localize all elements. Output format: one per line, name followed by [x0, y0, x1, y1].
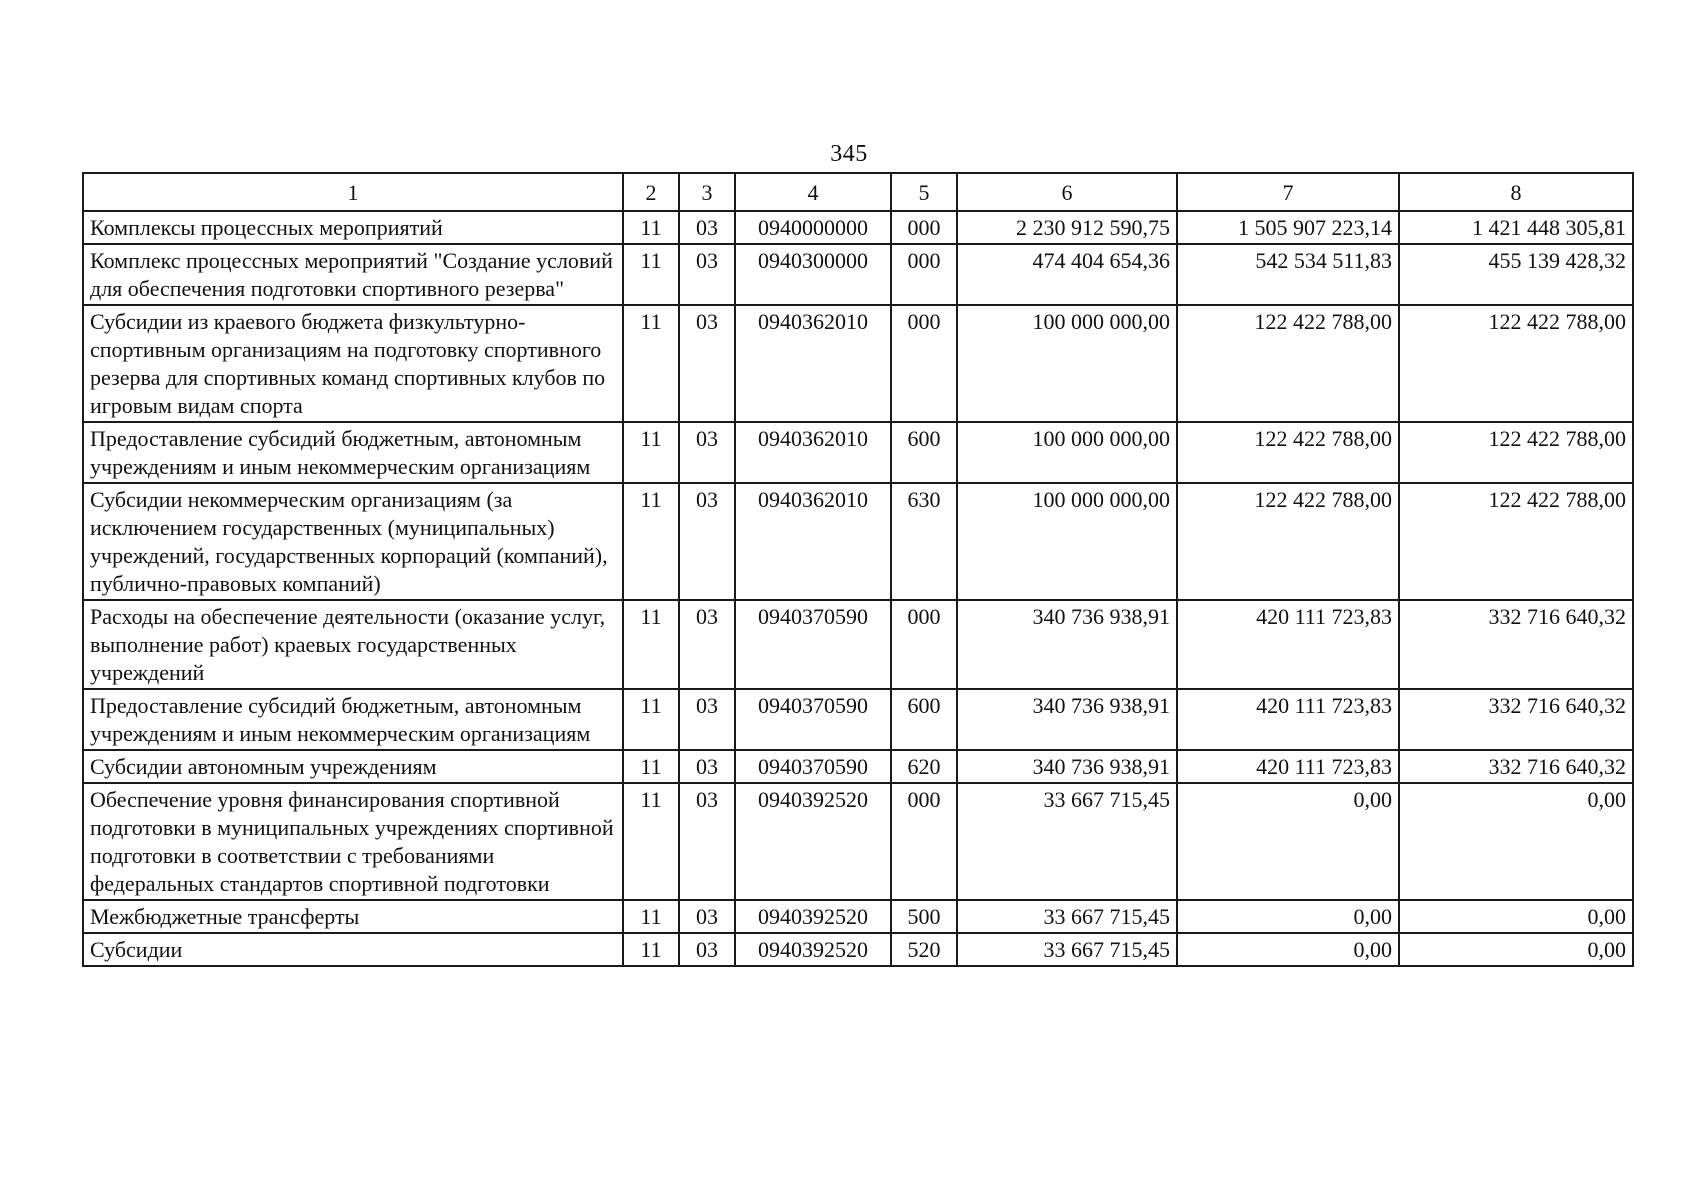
amount-col7: 420 111 723,83: [1177, 689, 1399, 750]
expense-type-code: 500: [891, 900, 957, 933]
section-code: 11: [623, 750, 679, 783]
target-article-code: 0940392520: [735, 933, 891, 966]
amount-col8: 122 422 788,00: [1399, 305, 1633, 422]
table-row: [83, 422, 1633, 483]
amount-col7: 0,00: [1177, 900, 1399, 933]
amount-col6: 33 667 715,45: [957, 900, 1177, 933]
section-code: 11: [623, 305, 679, 422]
section-code: 11: [623, 422, 679, 483]
expense-type-code: 000: [891, 600, 957, 689]
expense-type-code: 000: [891, 305, 957, 422]
target-article-code: 0940392520: [735, 900, 891, 933]
column-header: 5: [891, 173, 957, 211]
subsection-code: 03: [679, 600, 735, 689]
target-article-code: 0940370590: [735, 750, 891, 783]
amount-col8: 0,00: [1399, 900, 1633, 933]
section-code: 11: [623, 600, 679, 689]
row-name: Комплексы процессных мероприятий: [83, 211, 623, 244]
row-name: Предоставление субсидий бюджетным, автономным учреждениям и иным некоммерческим организациям: [83, 689, 623, 750]
amount-col7: 420 111 723,83: [1177, 750, 1399, 783]
target-article-code: 0940362010: [735, 483, 891, 600]
subsection-code: 03: [679, 750, 735, 783]
amount-col6: 474 404 654,36: [957, 244, 1177, 305]
target-article-code: 0940370590: [735, 600, 891, 689]
subsection-code: 03: [679, 933, 735, 966]
section-code: 11: [623, 689, 679, 750]
expense-type-code: 600: [891, 422, 957, 483]
row-name: Субсидии из краевого бюджета физкультурно-спортивным организациям на подготовку спортивного резерва для спортивных команд спортивных клубов по игровым видам спорта: [83, 305, 623, 422]
row-name: Расходы на обеспечение деятельности (оказание услуг, выполнение работ) краевых государственных учреждений: [83, 600, 623, 689]
header-row: [83, 173, 1633, 211]
amount-col6: 33 667 715,45: [957, 933, 1177, 966]
expense-type-code: 620: [891, 750, 957, 783]
expense-type-code: 000: [891, 211, 957, 244]
target-article-code: 0940300000: [735, 244, 891, 305]
column-header: 2: [623, 173, 679, 211]
amount-col8: 1 421 448 305,81: [1399, 211, 1633, 244]
amount-col7: 122 422 788,00: [1177, 422, 1399, 483]
amount-col8: 332 716 640,32: [1399, 689, 1633, 750]
table-row: [83, 483, 1633, 600]
subsection-code: 03: [679, 483, 735, 600]
table-row: [83, 900, 1633, 933]
amount-col6: 100 000 000,00: [957, 305, 1177, 422]
amount-col7: 420 111 723,83: [1177, 600, 1399, 689]
column-header: 8: [1399, 173, 1633, 211]
row-name: Субсидии некоммерческим организациям (за исключением государственных (муниципальных) учреждений, государственных корпораций (компаний), публично-правовых компаний): [83, 483, 623, 600]
section-code: 11: [623, 933, 679, 966]
amount-col6: 33 667 715,45: [957, 783, 1177, 900]
amount-col8: 122 422 788,00: [1399, 422, 1633, 483]
target-article-code: 0940362010: [735, 305, 891, 422]
subsection-code: 03: [679, 211, 735, 244]
row-name: Субсидии: [83, 933, 623, 966]
amount-col7: 122 422 788,00: [1177, 483, 1399, 600]
expense-type-code: 000: [891, 783, 957, 900]
table-row: [83, 783, 1633, 900]
target-article-code: 0940000000: [735, 211, 891, 244]
amount-col7: 0,00: [1177, 933, 1399, 966]
column-header: 3: [679, 173, 735, 211]
column-header: 7: [1177, 173, 1399, 211]
table-row: [83, 600, 1633, 689]
amount-col6: 100 000 000,00: [957, 483, 1177, 600]
amount-col7: 0,00: [1177, 783, 1399, 900]
amount-col8: 455 139 428,32: [1399, 244, 1633, 305]
row-name: Комплекс процессных мероприятий "Создание условий для обеспечения подготовки спортивного резерва": [83, 244, 623, 305]
table-row: [83, 750, 1633, 783]
table-row: [83, 244, 1633, 305]
subsection-code: 03: [679, 244, 735, 305]
amount-col6: 2 230 912 590,75: [957, 211, 1177, 244]
amount-col8: 122 422 788,00: [1399, 483, 1633, 600]
row-name: Обеспечение уровня финансирования спортивной подготовки в муниципальных учреждениях спортивной подготовки в соответствии с требованиями федеральных стандартов спортивной подготовки: [83, 783, 623, 900]
table-row: [83, 211, 1633, 244]
subsection-code: 03: [679, 422, 735, 483]
subsection-code: 03: [679, 783, 735, 900]
table-row: [83, 933, 1633, 966]
column-header: 4: [735, 173, 891, 211]
row-name: Предоставление субсидий бюджетным, автономным учреждениям и иным некоммерческим организациям: [83, 422, 623, 483]
row-name: Межбюджетные трансферты: [83, 900, 623, 933]
target-article-code: 0940370590: [735, 689, 891, 750]
column-header: 6: [957, 173, 1177, 211]
subsection-code: 03: [679, 689, 735, 750]
budget-table: [82, 172, 1634, 967]
amount-col8: 332 716 640,32: [1399, 750, 1633, 783]
amount-col8: 0,00: [1399, 933, 1633, 966]
amount-col6: 100 000 000,00: [957, 422, 1177, 483]
subsection-code: 03: [679, 305, 735, 422]
amount-col7: 1 505 907 223,14: [1177, 211, 1399, 244]
amount-col7: 122 422 788,00: [1177, 305, 1399, 422]
expense-type-code: 630: [891, 483, 957, 600]
subsection-code: 03: [679, 900, 735, 933]
section-code: 11: [623, 783, 679, 900]
section-code: 11: [623, 211, 679, 244]
section-code: 11: [623, 483, 679, 600]
amount-col7: 542 534 511,83: [1177, 244, 1399, 305]
expense-type-code: 000: [891, 244, 957, 305]
amount-col6: 340 736 938,91: [957, 600, 1177, 689]
section-code: 11: [623, 900, 679, 933]
amount-col6: 340 736 938,91: [957, 750, 1177, 783]
page-number: 345: [830, 141, 868, 167]
section-code: 11: [623, 244, 679, 305]
table-row: [83, 689, 1633, 750]
target-article-code: 0940362010: [735, 422, 891, 483]
amount-col8: 0,00: [1399, 783, 1633, 900]
expense-type-code: 600: [891, 689, 957, 750]
amount-col8: 332 716 640,32: [1399, 600, 1633, 689]
table-row: [83, 305, 1633, 422]
expense-type-code: 520: [891, 933, 957, 966]
target-article-code: 0940392520: [735, 783, 891, 900]
amount-col6: 340 736 938,91: [957, 689, 1177, 750]
column-header: 1: [83, 173, 623, 211]
row-name: Субсидии автономным учреждениям: [83, 750, 623, 783]
